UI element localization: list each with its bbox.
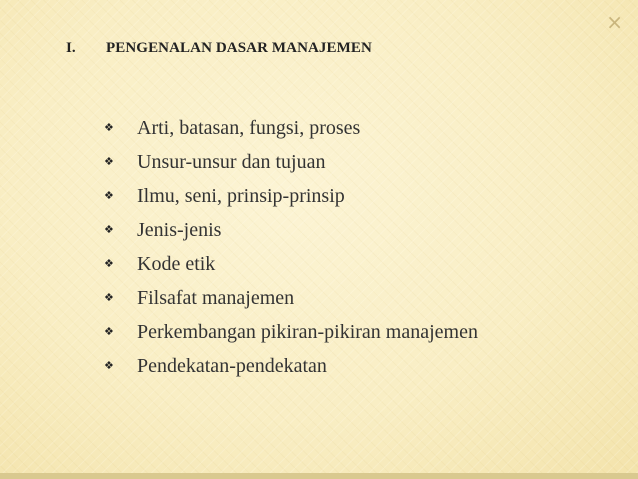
list-item (104, 315, 478, 349)
bottom-divider (0, 473, 638, 479)
list-item (104, 111, 478, 145)
list-item (104, 349, 478, 383)
list-item (104, 179, 478, 213)
list-item-label: Kode etik (137, 253, 216, 275)
list-item-label: Unsur-unsur dan tujuan (137, 151, 326, 173)
heading-number: I. (66, 40, 76, 56)
list-item-label: Arti, batasan, fungsi, proses (137, 117, 361, 139)
diamond-bullet-icon: ❖ (104, 121, 114, 134)
list-item-label: Filsafat manajemen (137, 287, 295, 309)
diamond-bullet-icon: ❖ (104, 257, 114, 270)
diamond-bullet-icon: ❖ (104, 359, 114, 372)
list-item (104, 145, 478, 179)
diamond-bullet-icon: ❖ (104, 189, 114, 202)
list-item (104, 281, 478, 315)
slide-heading (66, 40, 372, 57)
bullet-list (104, 111, 478, 383)
list-item-label: Jenis-jenis (137, 219, 222, 241)
list-item (104, 213, 478, 247)
list-item-label: Ilmu, seni, prinsip-prinsip (137, 185, 345, 207)
diamond-bullet-icon: ❖ (104, 325, 114, 338)
list-item-label: Perkembangan pikiran-pikiran manajemen (137, 321, 478, 343)
list-item-label: Pendekatan-pendekatan (137, 355, 327, 377)
diamond-bullet-icon: ❖ (104, 291, 114, 304)
close-icon: × (606, 10, 623, 34)
diamond-bullet-icon: ❖ (104, 223, 114, 236)
list-item (104, 247, 478, 281)
diamond-bullet-icon: ❖ (104, 155, 114, 168)
heading-text: PENGENALAN DASAR MANAJEMEN (106, 40, 372, 56)
